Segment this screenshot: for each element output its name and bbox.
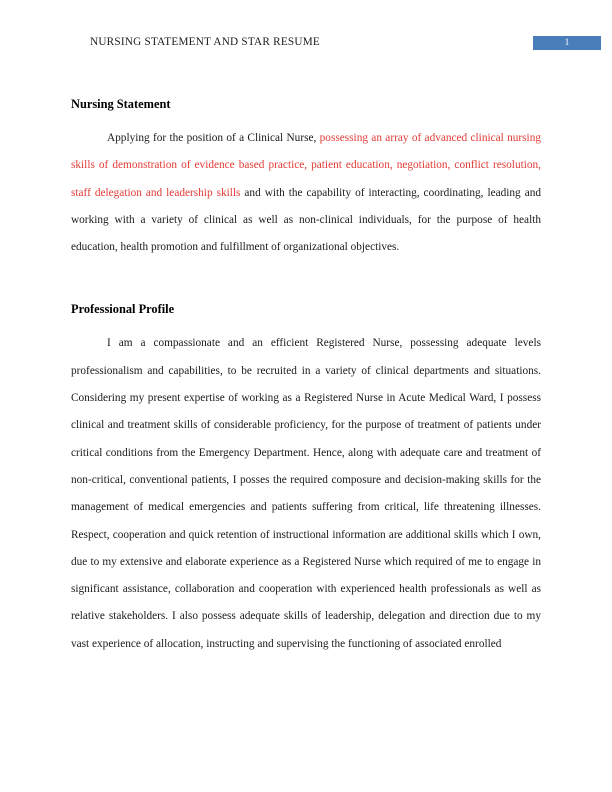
section-heading-professional-profile: Professional Profile: [71, 302, 175, 317]
paragraph-tail-text: and with the capability of interacting, coordinating, leading and working with a variety of clinical as well as non-clinical individuals, for the purpose of health education, health promotion and fulfillment of organizational objectives.: [71, 186, 541, 254]
page-header: [90, 34, 601, 52]
page-number: 1: [564, 38, 570, 48]
paragraph-professional-profile: [71, 330, 541, 658]
paragraph-nursing-statement: [71, 125, 541, 261]
page-number-badge: [533, 36, 601, 50]
section-professional-profile: [71, 301, 541, 658]
paragraph-highlight-text: possessing an array of advanced clinical nursing skills of demonstration of evidence based practice, patient education, negotiation, conflict resolution, staff delegation and leadership skills: [71, 132, 541, 199]
document-body: [71, 96, 541, 658]
section-heading-nursing-statement: Nursing Statement: [71, 97, 171, 111]
paragraph-lead-text: Applying for the position of a Clinical Nurse,: [107, 132, 320, 144]
section-nursing-statement: [71, 96, 541, 261]
header-title: NURSING STATEMENT AND STAR RESUME: [90, 36, 321, 48]
paragraph-lead-text: I am a compassionate and an efficient Registered Nurse, possessing adequate levels professionalism and capabilities, to be recruited in a variety of clinical departments and situations. Considering my present expertise of working as a Registered Nurse in Acute Medical Ward, I possess clinical and treatment skills of considerable proficiency, for the purpose of treatment of patients under critical conditions from the Emergency Department. Hence, along with adequate care and treatment of non-critical, conventional patients, I posses the required composure and decision-making skills for the management of medical emergencies and patients suffering from critical, life threatening illnesses. Respect, cooperation and quick retention of instructional information are additional skills which I own, due to my extensive and elaborate experience as a Registered Nurse which required of me to engage in significant assistance, collaboration and cooperation with experienced health professionals as well as relative stakeholders. I also possess adequate skills of leadership, delegation and direction due to my vast experience of allocation, instructing and supervising the functioning of associated enrolled: [71, 337, 541, 650]
